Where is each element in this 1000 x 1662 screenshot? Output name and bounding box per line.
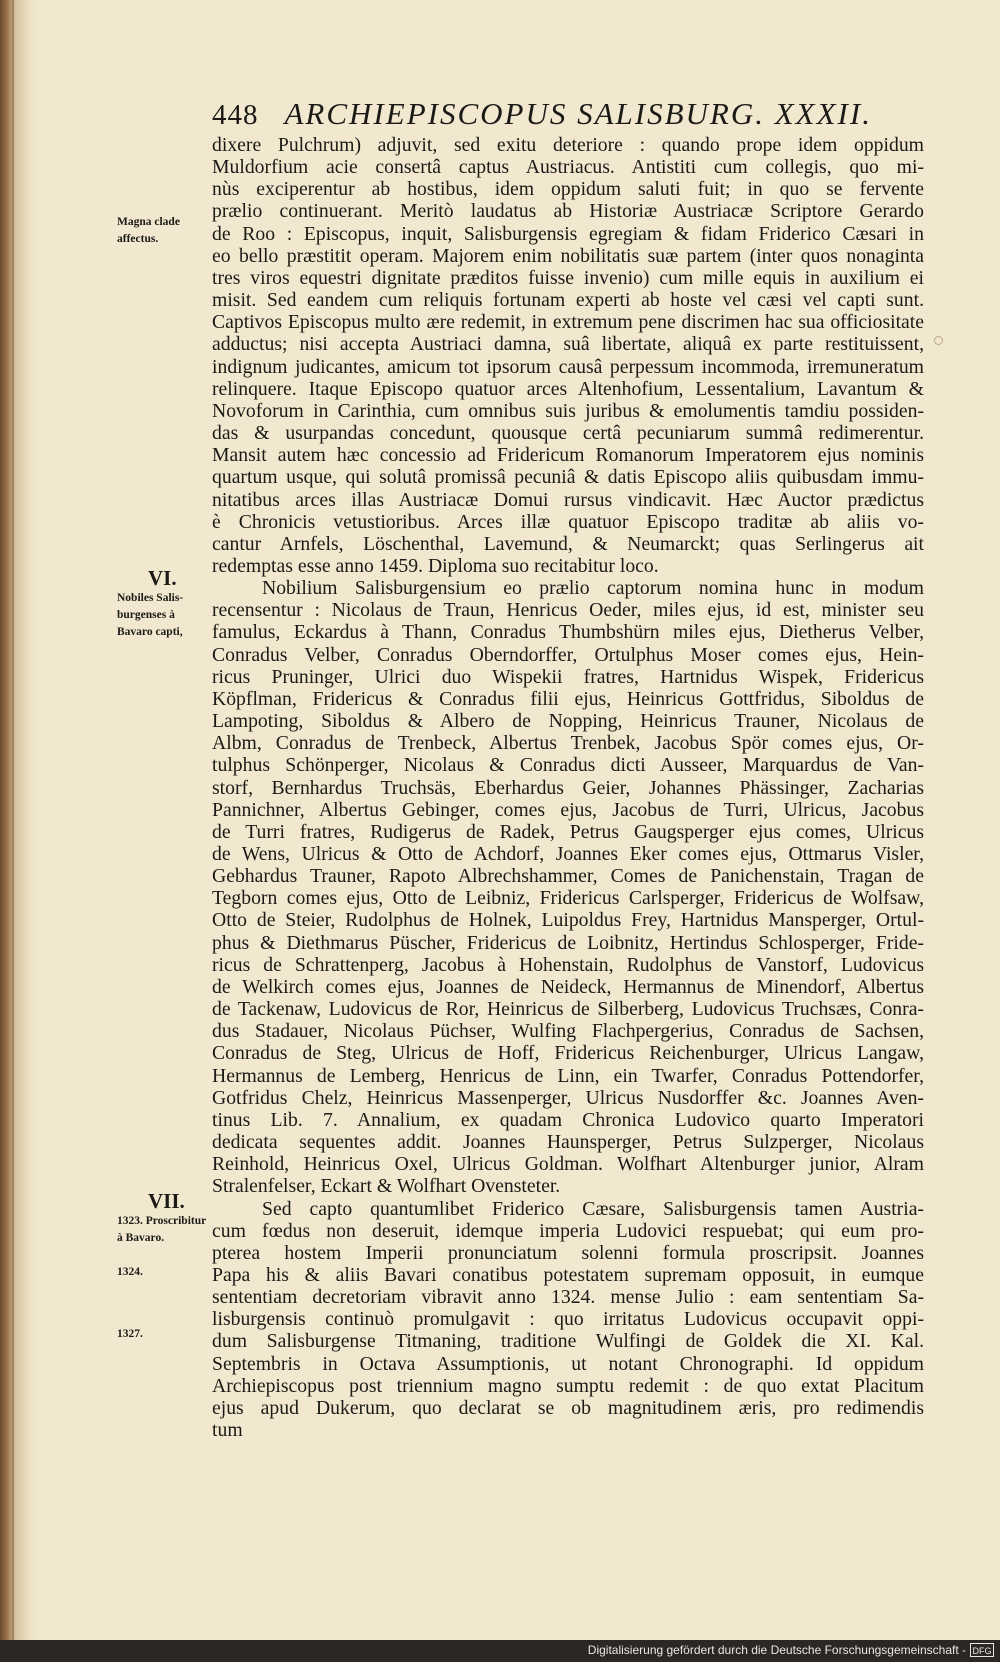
text-line: Captivos Episcopus multo ære redemit, in extremum pene discrimen hac sua officiositate — [212, 311, 924, 334]
text-line: phus & Diethmarus Püscher, Fridericus de Loibnitz, Hertindus Schlosperger, Fride- — [212, 931, 924, 954]
text-line: misit. Sed eandem cum reliquis fortunam experti ab hoste vel cæsi vel capti sunt. — [212, 289, 924, 312]
margin-note-nobiles: Nobiles Salis-burgenses à Bavaro capti, — [117, 592, 184, 638]
paragraph-2 — [212, 577, 924, 1197]
text-line: relinquere. Itaque Episcopo quatuor arces Altenhofium, Lessentalium, Lavantum & — [212, 377, 924, 400]
text-line: famulus, Eckardus à Thann, Conradus Thumbshürn miles ejus, Dietherus Velber, — [212, 621, 924, 644]
text-line: nitatibus arces illas Austriacæ Domui rursus vindicavit. Hæc Auctor prædictus — [212, 488, 924, 511]
text-line: indignum judicantes, amicum tot ipsorum causâ perpessum incommoda, irremuneratum — [212, 355, 924, 378]
text-line: Lampoting, Siboldus & Albero de Nopping, Heinricus Trauner, Nicolaus de — [212, 710, 924, 733]
text-line: Conradus de Steg, Ulricus de Hoff, Fridericus Reichenburger, Ulricus Langaw, — [212, 1042, 924, 1065]
text-line: pterea hostem Imperii pronunciatum solenni formula proscripsit. Joannes — [212, 1241, 924, 1264]
text-line: Mansit autem hæc concessio ad Fridericum Romanorum Imperatorem ejus nominis — [212, 444, 924, 467]
running-head: ARCHIEPISCOPUS SALISBURG. XXXII. — [284, 96, 872, 131]
page-edge — [12, 0, 14, 1662]
page-header — [212, 96, 872, 132]
text-line: Papa his & aliis Bavari conatibus potestatem supremam opposuit, in eumque — [212, 1263, 924, 1286]
book-binding — [0, 0, 36, 1662]
text-line: Septembris in Octava Assumptionis, ut notant Chronographi. Id oppidum — [212, 1352, 924, 1375]
text-line: Tegborn comes ejus, Otto de Leibniz, Fridericus Carlsperger, Fridericus de Wolfsaw, — [212, 887, 924, 910]
text-line: Nobilium Salisburgensium eo prælio captorum nomina hunc in modum — [262, 577, 924, 600]
margin-note-magna-clade: Magna clade affectus. — [117, 216, 180, 245]
text-line: storf, Bernhardus Truchsäs, Eberhardus Geier, Johannes Phässinger, Zacharias — [212, 776, 924, 799]
text-line: tinus Lib. 7. Annalium, ex quadam Chronica Ludovico quarto Imperatori — [212, 1108, 924, 1131]
text-line: dum Salisburgense Titmaning, traditione Wulfingi de Goldek die XI. Kal. — [212, 1330, 924, 1353]
text-line: de Welkirch comes ejus, Joannes de Neideck, Hermannus de Minendorf, Albertus — [212, 975, 924, 998]
text-line: Stralenfelser, Eckart & Wolfhart Ovensteter. — [212, 1175, 561, 1198]
text-line: de Tackenaw, Ludovicus de Ror, Heinricus de Silberberg, Ludovicus Truchsæs, Conra- — [212, 998, 924, 1021]
text-line: dedicata sequentes addit. Joannes Haunsperger, Petrus Sulzperger, Nicolaus — [212, 1131, 924, 1154]
text-line: tres viros equestri dignitate præditos fuisse invenio) cum mille equis in auxilium ei — [212, 266, 924, 289]
text-line: quartum usque, qui solutâ promissâ pecuniâ & datis Episcopo aliis quibusdam immu- — [212, 466, 924, 489]
text-line: tum — [212, 1419, 243, 1442]
text-line: Sed capto quantumlibet Friderico Cæsare, Salisburgensis tamen Austria- — [262, 1197, 924, 1220]
text-line: de Turri fratres, Rudigerus de Radek, Petrus Gaugsperger ejus comes, Ulricus — [212, 820, 924, 843]
text-line: Archiepiscopus post triennium magno sumptu redemit : de quo extat Placitum — [212, 1374, 924, 1397]
text-line: Gebhardus Trauner, Rapoto Albrechshammer, Comes de Panichenstain, Tragan de — [212, 865, 924, 888]
text-line: Hermannus de Lemberg, Henricus de Linn, ein Twarfer, Conradus Pottendorfer, — [212, 1064, 924, 1087]
text-line: sententiam decretoriam vibravit anno 1324. mense Julio : eam sententiam Sa- — [212, 1286, 924, 1309]
paragraph-3 — [212, 1198, 924, 1442]
margin-note-1324: 1324. — [117, 1266, 143, 1278]
text-line: Gotfridus Chelz, Heinricus Massenperger, Ulricus Nusdorffer &c. Joannes Aven- — [212, 1086, 924, 1109]
text-line: Reinhold, Heinricus Oxel, Ulricus Goldman. Wolfhart Altenburger junior, Alram — [212, 1153, 924, 1176]
text-line: tulphus Schönperger, Nicolaus & Conradus dicti Ausseer, Marquardus de Van- — [212, 754, 924, 777]
text-line: Conradus Velber, Conradus Oberndorffer, Ortulphus Moser comes ejus, Hein- — [212, 643, 924, 666]
section-number-vii: VII. — [148, 1189, 185, 1213]
text-line: Albm, Conradus de Trenbeck, Albertus Trenbek, Jacobus Spör comes ejus, Or- — [212, 732, 924, 755]
text-line: Pannichner, Albertus Gebinger, comes ejus, Jacobus de Turri, Ulricus, Jacobus — [212, 798, 924, 821]
paragraph-1 — [212, 134, 924, 577]
paper-hole — [934, 336, 943, 345]
text-line: Otto de Steier, Rudolphus de Holnek, Luipoldus Frey, Hartnidus Mansperger, Ortul- — [212, 909, 924, 932]
text-line: prælio continuerant. Meritò laudatus ab Historiæ Austriacæ Scriptore Gerardo — [212, 200, 924, 223]
margin-note-1323: 1323. Proscribitur à Bavaro. — [117, 1215, 207, 1244]
margin-note-1327: 1327. — [117, 1328, 143, 1340]
text-line: das & usurpandas concedunt, quousque certâ pecuniarum summâ redimerentur. — [212, 422, 924, 445]
page-number: 448 — [212, 99, 259, 131]
text-line: eo bello præstitit operam. Majorem enim nobilitatis suæ partem (inter quos nonaginta — [212, 244, 924, 267]
section-number-vi: VI. — [148, 566, 177, 590]
text-line: de Roo : Episcopus, inquit, Salisburgensis egregiam & fidam Friderico Cæsari in — [212, 222, 924, 245]
text-line: nùs exciperentur ab hostibus, idem oppidum saluti fuit; in quo se fervente — [212, 178, 924, 201]
text-line: Novoforum in Carinthia, cum omnibus suis juribus & emolumentis tamdiu possiden- — [212, 399, 924, 422]
text-line: ricus Pruninger, Ulrici duo Wispekii fratres, Hartnidus Wispek, Fridericus — [212, 665, 924, 688]
text-line: adductus; nisi accepta Austriaci damna, suâ libertate, aliquâ ex parte restituissent, — [212, 333, 924, 356]
text-line: recensentur : Nicolaus de Traun, Henricus Oeder, miles ejus, id est, minister seu — [212, 599, 924, 622]
text-line: cantur Arnfels, Löschenthal, Lavemund, & Neumarckt; quas Serlingerus ait — [212, 532, 924, 555]
text-line: Muldorfium acie consertâ captus Austriacus. Antistiti cum collegis, quo mi- — [212, 156, 924, 179]
text-line: dixere Pulchrum) adjuvit, sed exitu deteriore : quando prope idem oppidum — [212, 134, 924, 156]
text-line: ricus de Schrattenperg, Jacobus à Hohenstain, Rudolphus de Vanstorf, Ludovicus — [212, 953, 924, 976]
body-text — [212, 134, 924, 1441]
text-line: è Chronicis vetustioribus. Arces illæ quatuor Episcopo traditæ ab aliis vo- — [212, 510, 924, 533]
text-line: redemptas esse anno 1459. Diploma suo recitabitur loco. — [212, 554, 659, 577]
text-line: Köpflman, Fridericus & Conradus filii ejus, Heinricus Gottfridus, Siboldus de — [212, 687, 924, 710]
dfg-logo: DFG — [970, 1643, 994, 1657]
footer-credit: Digitalisierung gefördert durch die Deutsche Forschungsgemeinschaft - — [587, 1643, 966, 1657]
text-line: dus Stadauer, Nicolaus Püchser, Wulfing Flachpergerius, Conradus de Sachsen, — [212, 1020, 924, 1043]
text-line: cum fœdus non deseruit, idemque imperia Ludovici respuebat; qui eum pro- — [212, 1219, 924, 1242]
text-line: lisburgensis continuò promulgavit : quo irritatus Ludovicus occupavit oppi- — [212, 1308, 924, 1331]
text-line: de Wens, Ulricus & Otto de Achdorf, Joannes Eker comes ejus, Ottmarus Visler, — [212, 843, 924, 865]
text-line: ejus apud Dukerum, quo declarat se ob magnitudinem æris, pro redimendis — [212, 1396, 924, 1419]
